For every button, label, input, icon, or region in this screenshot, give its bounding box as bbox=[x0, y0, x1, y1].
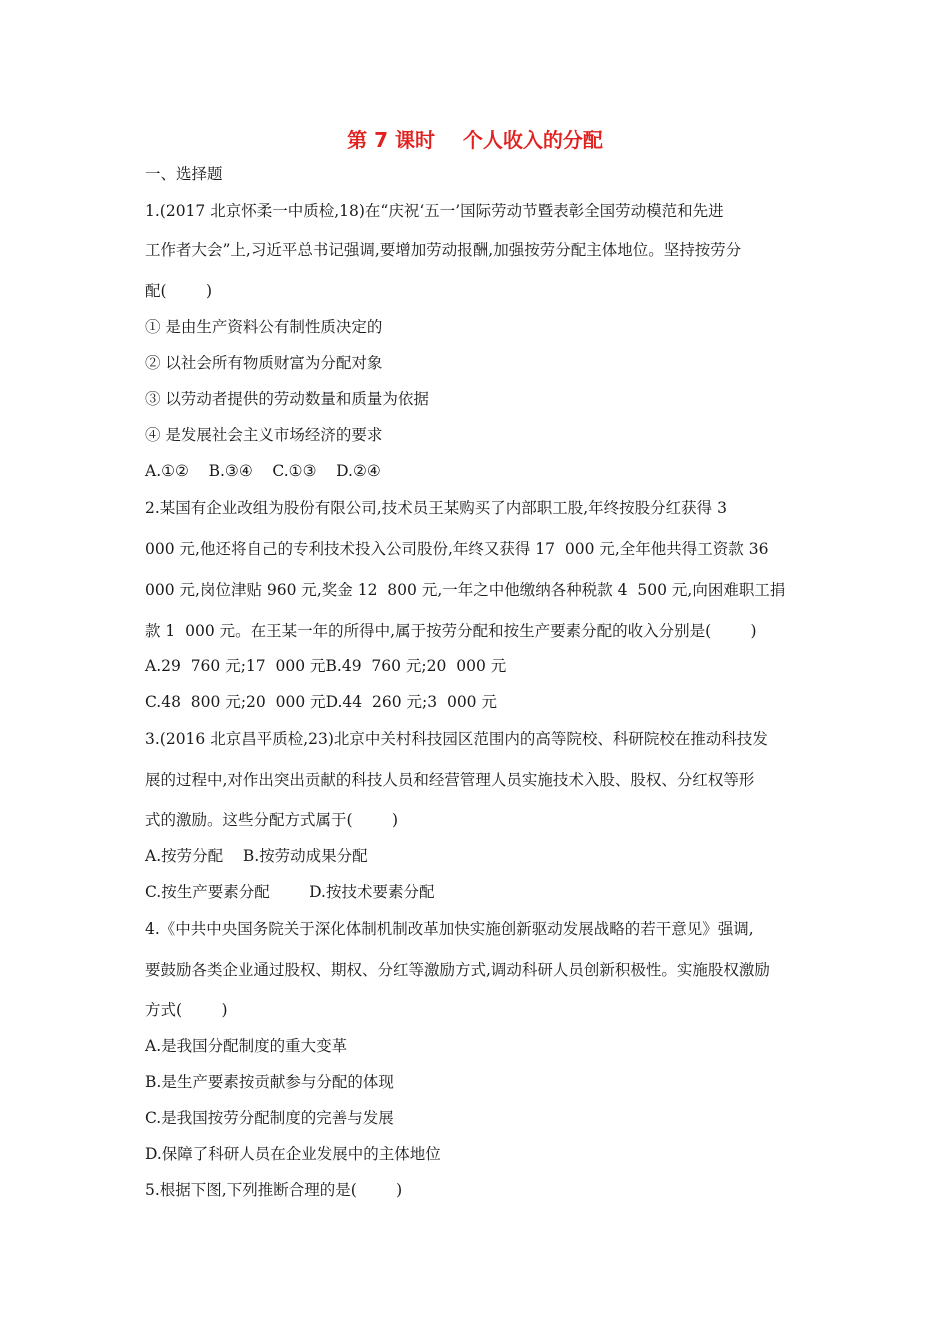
q1-text-line: 配( ) bbox=[145, 282, 213, 300]
q1-options: A.①② B.③④ C.①③ D.②④ bbox=[145, 462, 381, 480]
q3-text-line: 展的过程中,对作出突出贡献的科技人员和经营管理人员实施技术入股、股权、分红权等形 bbox=[145, 771, 755, 789]
q2-options: C.48 800 元;20 000 元D.44 260 元;3 000 元 bbox=[145, 693, 497, 711]
q2-text-line: 000 元,岗位津贴 960 元,奖金 12 800 元,一年之中他缴纳各种税款 4 500 元,向困难职工捐 bbox=[145, 581, 786, 599]
q1-item: ③ 以劳动者提供的劳动数量和质量为依据 bbox=[145, 390, 429, 408]
q2-text-line: 2.某国有企业改组为股份有限公司,技术员王某购买了内部职工股,年终按股分红获得 3 bbox=[145, 499, 727, 517]
q3-text-line: 3.(2016 北京昌平质检,23)北京中关村科技园区范围内的高等院校、科研院校在推动科技发 bbox=[145, 730, 768, 748]
q1-item: ① 是由生产资料公有制性质决定的 bbox=[145, 318, 383, 336]
page-title: 第 7 课时 个人收入的分配 bbox=[347, 128, 603, 152]
q3-options: A.按劳分配 B.按劳动成果分配 bbox=[145, 847, 368, 865]
q2-text-line: 000 元,他还将自己的专利技术投入公司股份,年终又获得 17 000 元,全年他共得工资款 36 bbox=[145, 540, 769, 558]
q4-text-line: 4.《中共中央国务院关于深化体制机制改革加快实施创新驱动发展战略的若干意见》强调, bbox=[145, 920, 754, 938]
section-heading: 一、选择题 bbox=[145, 165, 223, 183]
q3-text-line: 式的激励。这些分配方式属于( ) bbox=[145, 811, 399, 829]
q1-item: ④ 是发展社会主义市场经济的要求 bbox=[145, 426, 383, 444]
q1-text-line: 工作者大会”上,习近平总书记强调,要增加劳动报酬,加强按劳分配主体地位。坚持按劳分 bbox=[145, 241, 742, 259]
q4-option: D.保障了科研人员在企业发展中的主体地位 bbox=[145, 1145, 441, 1163]
q5-text-line: 5.根据下图,下列推断合理的是( ) bbox=[145, 1181, 403, 1199]
q4-option: B.是生产要素按贡献参与分配的体现 bbox=[145, 1073, 394, 1091]
q1-text-line: 1.(2017 北京怀柔一中质检,18)在“庆祝‘五一’国际劳动节暨表彰全国劳动模范和先进 bbox=[145, 202, 724, 220]
q4-option: A.是我国分配制度的重大变革 bbox=[145, 1037, 348, 1055]
q4-text-line: 方式( ) bbox=[145, 1001, 228, 1019]
q4-text-line: 要鼓励各类企业通过股权、期权、分红等激励方式,调动科研人员创新积极性。实施股权激励 bbox=[145, 961, 770, 979]
q2-options: A.29 760 元;17 000 元B.49 760 元;20 000 元 bbox=[145, 657, 507, 675]
q4-option: C.是我国按劳分配制度的完善与发展 bbox=[145, 1109, 394, 1127]
q1-item: ② 以社会所有物质财富为分配对象 bbox=[145, 354, 383, 372]
q3-options: C.按生产要素分配 D.按技术要素分配 bbox=[145, 883, 435, 901]
q2-text-line: 款 1 000 元。在王某一年的所得中,属于按劳分配和按生产要素分配的收入分别是( ) bbox=[145, 622, 757, 640]
